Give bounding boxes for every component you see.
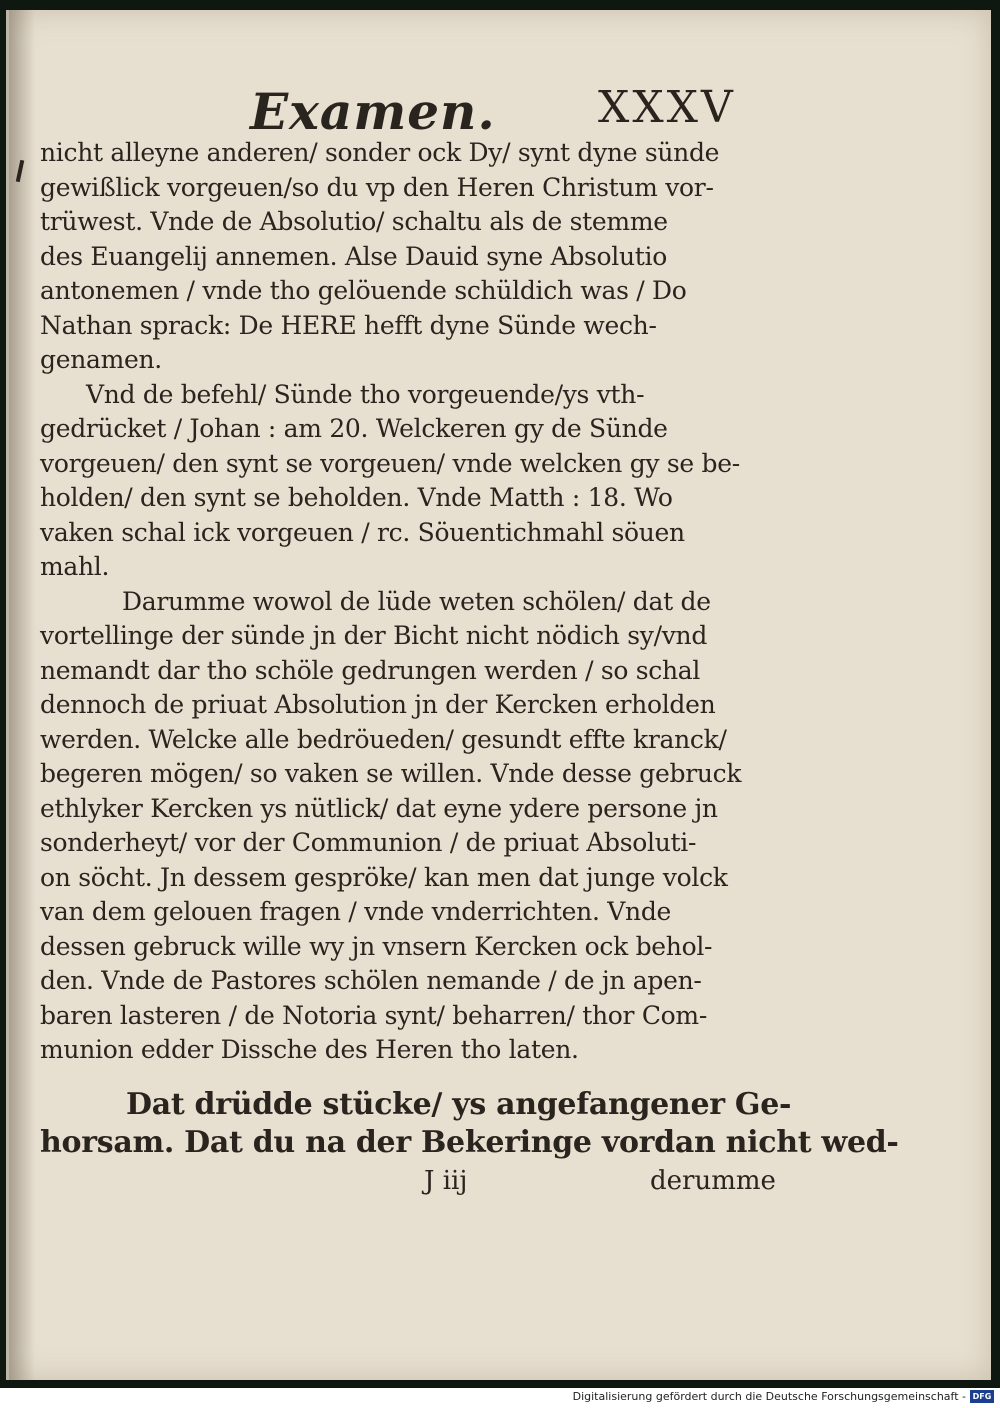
signature-mark: J iij (424, 1166, 468, 1196)
text-line: vaken schal ick vorgeuen / rc. Söuentichmahl söuen (40, 517, 685, 547)
text-line: Darumme wowol de lüde weten schölen/ dat de (122, 586, 711, 616)
running-head: Examen. (250, 82, 496, 141)
text-line: ethlyker Kercken ys nütlick/ dat eyne ydere persone jn (40, 793, 718, 823)
funding-credit: Digitalisierung gefördert durch die Deutsche Forschungsgemeinschaft - (572, 1390, 966, 1403)
folio-number: XXXV (598, 82, 736, 133)
text-line: gedrücket / Johan : am 20. Welckeren gy de Sünde (40, 414, 668, 443)
text-line: munion edder Dissche des Heren tho laten. (40, 1035, 579, 1064)
section-heading (40, 1086, 899, 1162)
text-line: nemandt dar tho schöle gedrungen werden / so schal (40, 655, 701, 685)
text-line: den. Vnde de Pastores schölen nemande / de jn apen- (40, 966, 702, 995)
heading-line: Dat drüdde stücke/ ys angefangener Ge- (126, 1086, 792, 1122)
text-line: vortellinge der sünde jn der Bicht nicht nödich sy/vnd (40, 621, 708, 650)
text-line: Vnd de befehl/ Sünde tho vorgeuende/ys vth- (86, 379, 645, 409)
text-line: van dem gelouen fragen / vnde vnderrichten. Vnde (40, 897, 672, 926)
text-line: antonemen / vnde tho gelöuende schüldich was / Do (40, 276, 687, 305)
text-line: des Euangelij annemen. Alse Dauid syne Absolutio (40, 241, 667, 271)
paragraph-3 (40, 585, 760, 1068)
body-text (40, 136, 899, 1162)
text-line: nicht alleyne anderen/ sonder ock Dy/ synt dyne sünde (40, 138, 720, 167)
dfg-logo: DFG (970, 1390, 994, 1403)
spine-shadow (9, 10, 35, 1380)
catchword: derumme (650, 1166, 776, 1196)
text-line: dessen gebruck wille wy jn vnsern Kercken ock behol- (40, 931, 713, 961)
text-line: trüwest. Vnde de Absolutio/ schaltu als de stemme (40, 207, 668, 236)
paragraph-2 (40, 378, 760, 585)
text-line: mahl. (40, 552, 110, 581)
text-line: Nathan sprack: De HERE hefft dyne Sünde wech- (40, 310, 657, 340)
text-line: dennoch de priuat Absolution jn der Kercken erholden (40, 690, 716, 719)
heading-line: horsam. Dat du na der Bekeringe vordan nicht wed- (40, 1124, 899, 1160)
text-line: genamen. (40, 345, 162, 374)
text-line: sonderheyt/ vor der Communion / de priuat Absoluti- (40, 828, 697, 857)
text-line: on söcht. Jn dessem gespröke/ kan men dat junge volck (40, 862, 728, 892)
text-line: holden/ den synt se beholden. Vnde Matth : 18. Wo (40, 483, 673, 512)
paragraph-1 (40, 136, 760, 378)
text-line: begeren mögen/ so vaken se willen. Vnde desse gebruck (40, 759, 742, 788)
text-line: vorgeuen/ den synt se vorgeuen/ vnde welcken gy se be- (40, 448, 740, 478)
text-line: gewißlick vorgeuen/so du vp den Heren Christum vor- (40, 172, 714, 202)
text-line: baren lasteren / de Notoria synt/ beharren/ thor Com- (40, 1000, 707, 1030)
text-line: werden. Welcke alle bedröueden/ gesundt effte kranck/ (40, 724, 727, 754)
